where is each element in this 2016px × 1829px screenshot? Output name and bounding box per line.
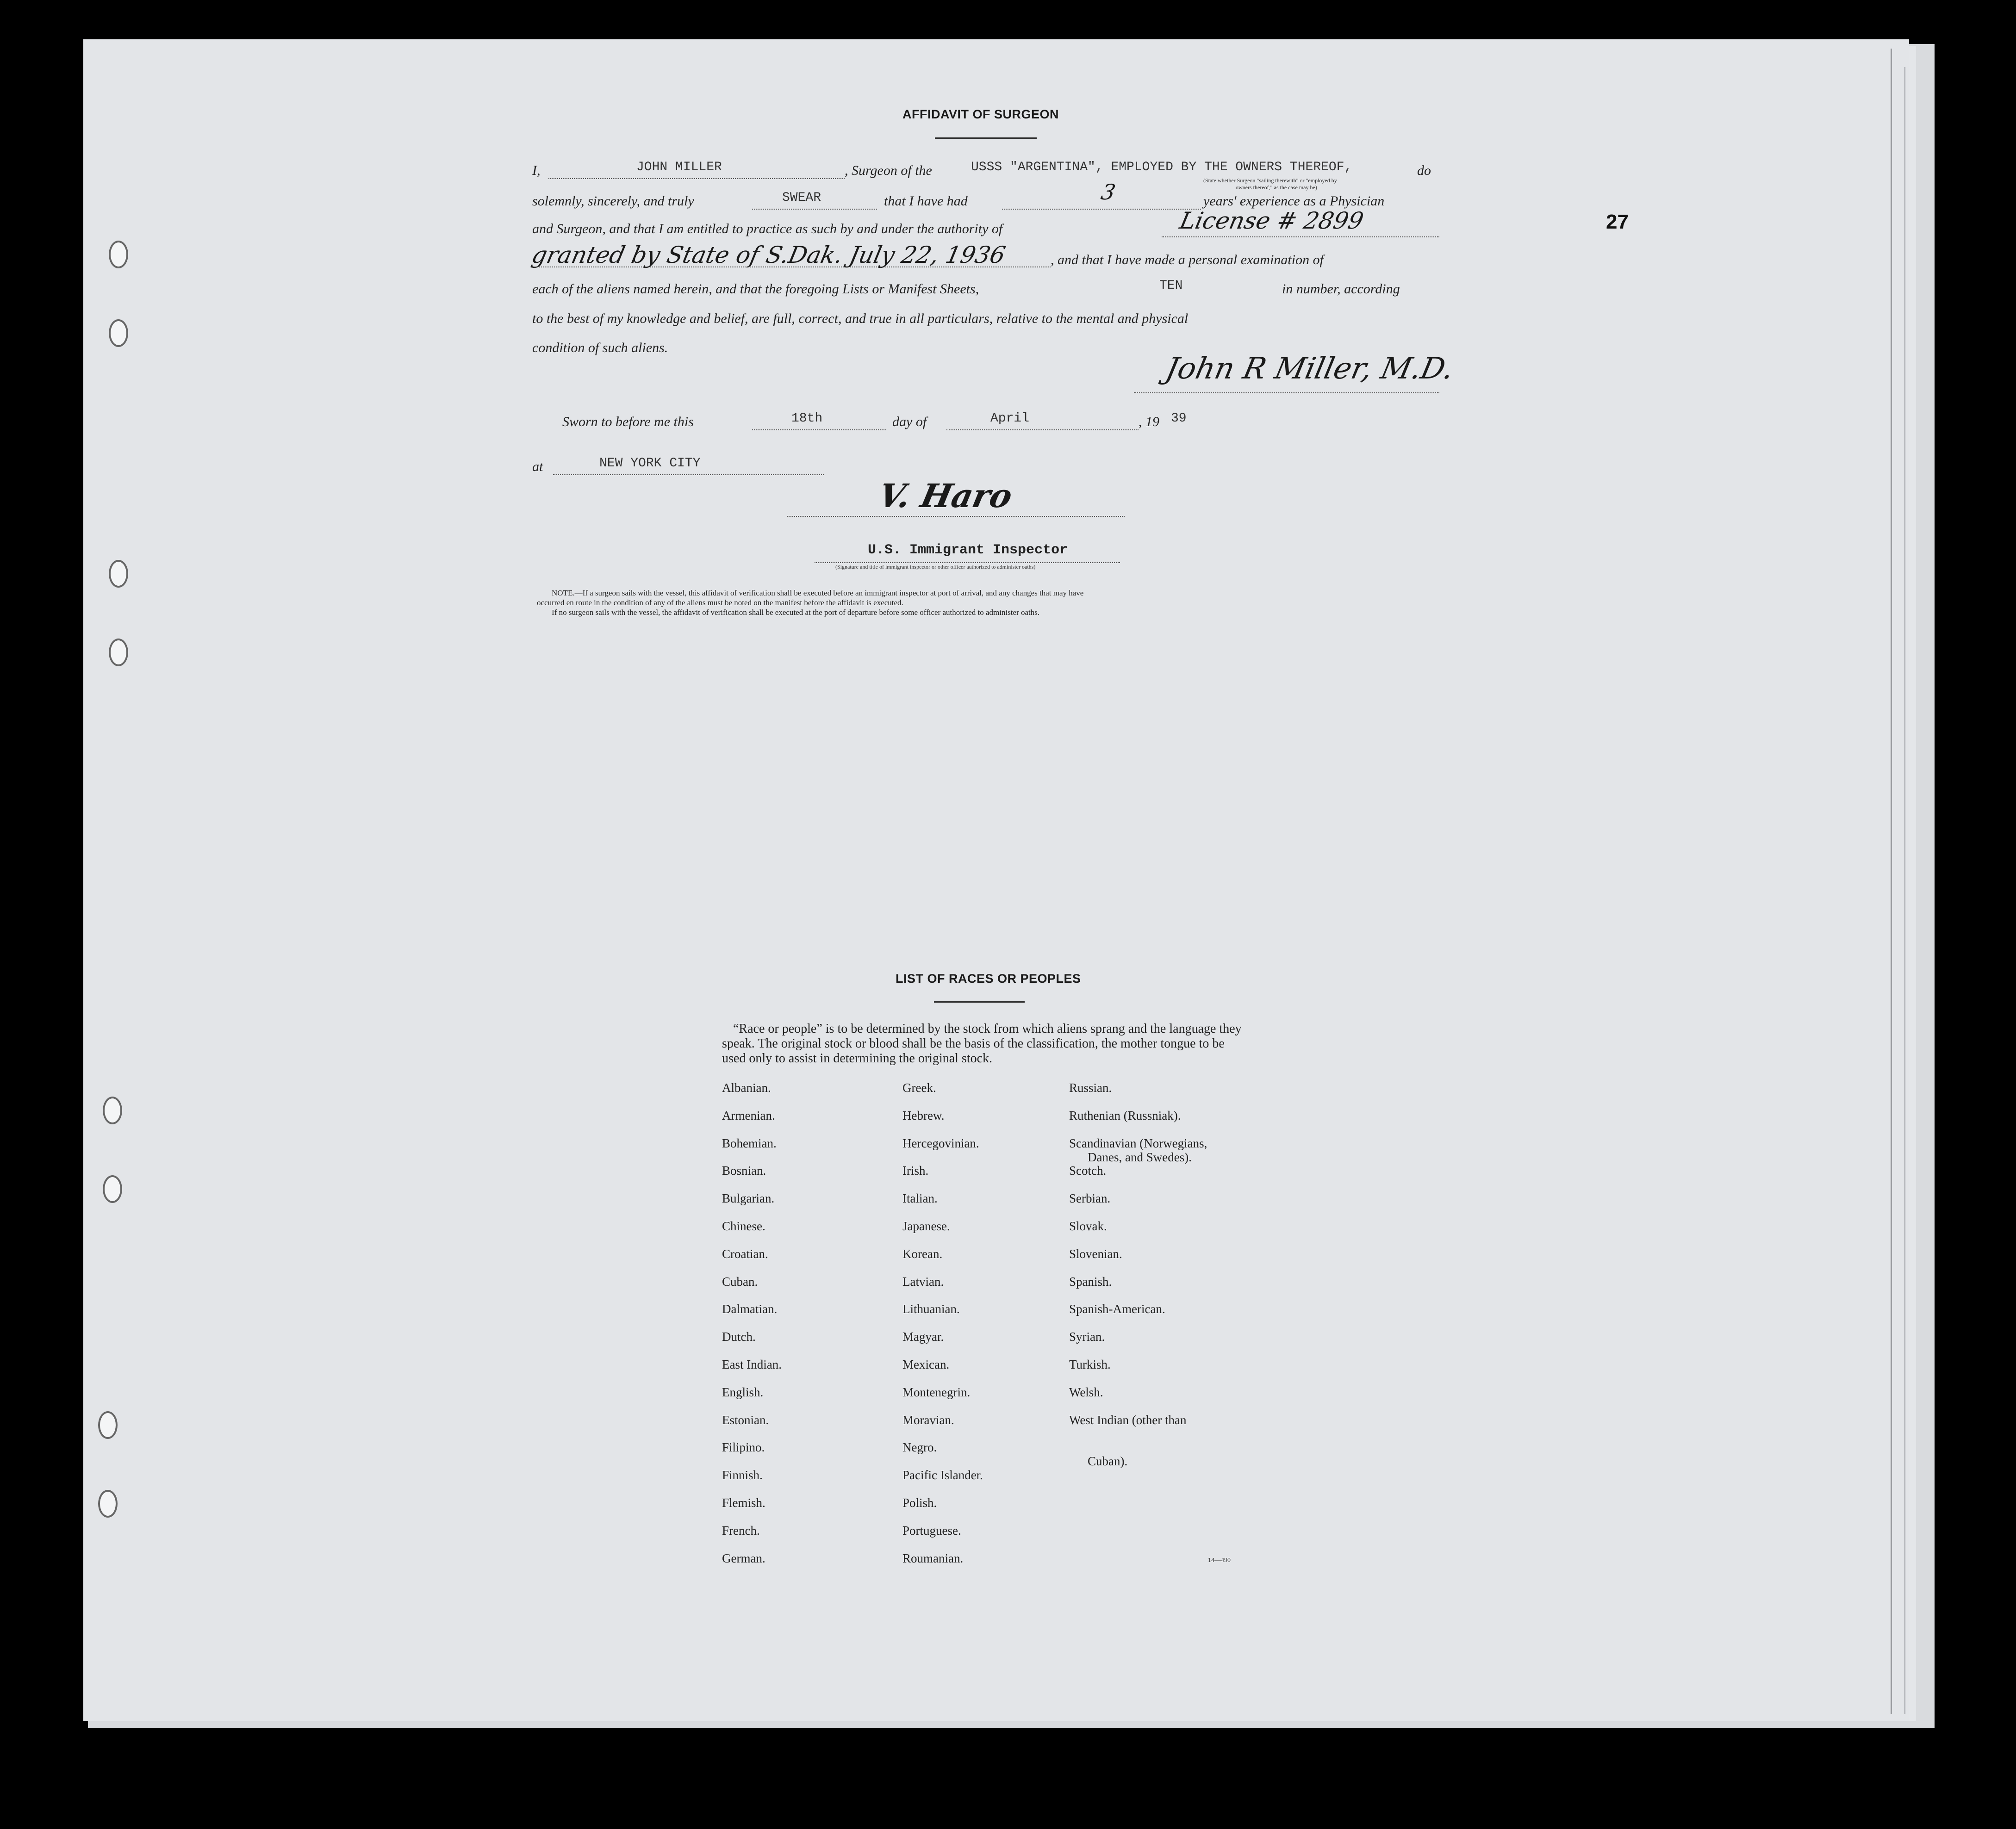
- inspector-note: (Signature and title of immigrant inspector or other officer authorized to administer oaths): [835, 564, 1036, 570]
- race-item: Korean.: [902, 1246, 943, 1261]
- race-item: Turkish.: [1069, 1358, 1111, 1371]
- race-item: Chinese.: [722, 1219, 765, 1233]
- sworn-year-field: 39: [1171, 411, 1187, 426]
- inspector-signature: V. Haro: [875, 477, 1016, 515]
- race-item: East Indian.: [722, 1358, 782, 1371]
- affidavit-text: each of the aliens named herein, and that the foregoing Lists or Manifest Sheets,: [532, 281, 979, 297]
- binder-hole: [109, 639, 128, 666]
- affidavit-text: I,: [532, 163, 541, 178]
- affidavit-text: at: [532, 459, 543, 474]
- races-title: LIST OF RACES OR PEOPLES: [896, 972, 1081, 986]
- race-item: Irish.: [902, 1164, 929, 1178]
- affidavit-text: day of: [892, 414, 927, 429]
- race-item: Hercegovinian.: [902, 1136, 979, 1150]
- affidavit-note: occurred en route in the condition of any of the aliens must be noted on the manifest before the affidavit is executed.: [537, 598, 903, 607]
- affidavit-text: do: [1417, 163, 1431, 178]
- race-item: Slovenian.: [1069, 1246, 1122, 1261]
- title-rule: [935, 137, 1037, 139]
- fill-line: [548, 178, 845, 179]
- affidavit-text: solemnly, sincerely, and truly: [532, 193, 694, 209]
- race-item: Bulgarian.: [722, 1191, 775, 1206]
- race-item: Slovak.: [1069, 1219, 1107, 1233]
- race-item: Albanian.: [722, 1081, 771, 1095]
- sworn-day-field: 18th: [791, 411, 823, 426]
- binder-hole: [109, 560, 128, 588]
- binder-hole: [103, 1097, 122, 1124]
- title-rule: [934, 1001, 1025, 1003]
- race-item: Mexican.: [902, 1358, 950, 1371]
- fill-line: [1162, 236, 1439, 237]
- surgeon-signature: John R Miller, M.D.: [1163, 352, 1457, 386]
- race-item: Spanish.: [1069, 1274, 1112, 1289]
- race-item: Estonian.: [722, 1413, 769, 1427]
- affidavit-text: to the best of my knowledge and belief, are full, correct, and true in all particulars, relative to the mental and physical: [532, 311, 1188, 326]
- page-edge-line: [1904, 67, 1905, 1714]
- fill-line: [553, 474, 824, 475]
- signature-line: [815, 562, 1120, 563]
- race-item: Dalmatian.: [722, 1302, 778, 1316]
- race-item: Bohemian.: [722, 1136, 777, 1150]
- race-item: English.: [722, 1385, 764, 1399]
- race-item: Cuban).: [1088, 1454, 1128, 1469]
- race-item: Bosnian.: [722, 1164, 766, 1178]
- race-item: Scandinavian (Norwegians,: [1069, 1136, 1207, 1150]
- page-edge-line: [1891, 49, 1892, 1714]
- races-intro: “Race or people” is to be determined by the stock from which aliens sprang and the language they speak. The original stock or blood shall be the basis of the classification, the mother tongue to be used only to assist in determining the original stock.: [722, 1022, 1242, 1066]
- affidavit-text: and Surgeon, and that I am entitled to practice as such by and under the authority of: [532, 221, 1003, 236]
- race-item: Portuguese.: [902, 1523, 961, 1538]
- affidavit-text: condition of such aliens.: [532, 340, 668, 355]
- race-item: Serbian.: [1069, 1191, 1111, 1206]
- vessel-field: USSS "ARGENTINA", EMPLOYED BY THE OWNERS THEREOF,: [971, 160, 1352, 174]
- affidavit-text: years' experience as a Physician: [1203, 193, 1385, 209]
- fill-line: [752, 209, 877, 210]
- race-item: Finnish.: [722, 1468, 763, 1482]
- affidavit-text: , Surgeon of the: [845, 163, 932, 178]
- race-item: Italian.: [902, 1191, 938, 1206]
- race-item: Japanese.: [902, 1219, 950, 1233]
- race-item: Polish.: [902, 1496, 937, 1510]
- sheets-count-field: TEN: [1159, 279, 1183, 293]
- page-number: 27: [1606, 211, 1629, 233]
- binder-hole: [103, 1175, 122, 1203]
- race-item: Welsh.: [1069, 1385, 1103, 1399]
- binder-hole: [98, 1411, 118, 1439]
- race-item: Armenian.: [722, 1108, 775, 1122]
- affidavit-text: that I have had: [884, 193, 968, 209]
- affidavit-note: NOTE.—If a surgeon sails with the vessel, this affidavit of verification shall be executed before an immigrant inspector at port of arrival, and any changes that may have: [552, 589, 1084, 597]
- race-item: German.: [722, 1551, 765, 1565]
- binder-hole: [109, 319, 128, 347]
- surgeon-name-field: JOHN MILLER: [636, 160, 722, 174]
- signature-line: [787, 516, 1125, 517]
- fill-line: [1002, 209, 1201, 210]
- document-page: [83, 39, 1909, 1721]
- race-item: Hebrew.: [902, 1108, 945, 1122]
- affidavit-text: in number, according: [1282, 281, 1400, 297]
- affidavit-text: , 19: [1139, 414, 1159, 429]
- race-item: Montenegrin.: [902, 1385, 971, 1399]
- signature-line: [1134, 392, 1439, 393]
- race-item: Cuban.: [722, 1274, 758, 1289]
- race-item: Russian.: [1069, 1081, 1112, 1095]
- binder-hole: [98, 1490, 118, 1518]
- affidavit-text: , and that I have made a personal examination of: [1051, 252, 1324, 267]
- race-item: Scotch.: [1069, 1164, 1107, 1178]
- oath-field: SWEAR: [782, 191, 821, 205]
- inspector-title: U.S. Immigrant Inspector: [868, 542, 1068, 558]
- race-item: Moravian.: [902, 1413, 954, 1427]
- vessel-note: owners thereof," as the case may be): [1236, 184, 1317, 191]
- affidavit-note: If no surgeon sails with the vessel, the affidavit of verification shall be executed at the port of departure before some officer authorized to administer oaths.: [552, 608, 1040, 617]
- race-item: Pacific Islander.: [902, 1468, 983, 1482]
- race-item: Spanish-American.: [1069, 1302, 1165, 1316]
- sworn-month-field: April: [990, 411, 1030, 426]
- race-item: Greek.: [902, 1081, 936, 1095]
- race-item: Latvian.: [902, 1274, 944, 1289]
- race-item: French.: [722, 1523, 760, 1538]
- years-field: 3: [1099, 180, 1118, 205]
- race-item: Filipino.: [722, 1440, 765, 1455]
- sworn-place-field: NEW YORK CITY: [599, 456, 701, 471]
- race-item: Dutch.: [722, 1330, 756, 1344]
- race-item: Ruthenian (Russniak).: [1069, 1108, 1181, 1122]
- race-item: Croatian.: [722, 1246, 768, 1261]
- binder-hole: [109, 241, 128, 268]
- fill-line: [752, 429, 886, 430]
- race-item: Roumanian.: [902, 1551, 964, 1565]
- race-item: West Indian (other than: [1069, 1413, 1187, 1427]
- form-number: 14—490: [1208, 1557, 1231, 1564]
- race-item: Syrian.: [1069, 1330, 1105, 1344]
- affidavit-title: AFFIDAVIT OF SURGEON: [902, 107, 1059, 121]
- fill-line: [946, 429, 1139, 430]
- vessel-note: (State whether Surgeon "sailing therewith" or "employed by: [1203, 177, 1337, 184]
- race-item: Magyar.: [902, 1330, 944, 1344]
- race-item: Danes, and Swedes).: [1088, 1150, 1192, 1164]
- race-item: Lithuanian.: [902, 1302, 960, 1316]
- race-item: Flemish.: [722, 1496, 765, 1510]
- authority-field: granted by State of S.Dak. July 22, 1936: [529, 242, 1008, 268]
- race-item: Negro.: [902, 1440, 937, 1455]
- affidavit-text: Sworn to before me this: [562, 414, 694, 429]
- authority-field: License # 2899: [1177, 207, 1366, 234]
